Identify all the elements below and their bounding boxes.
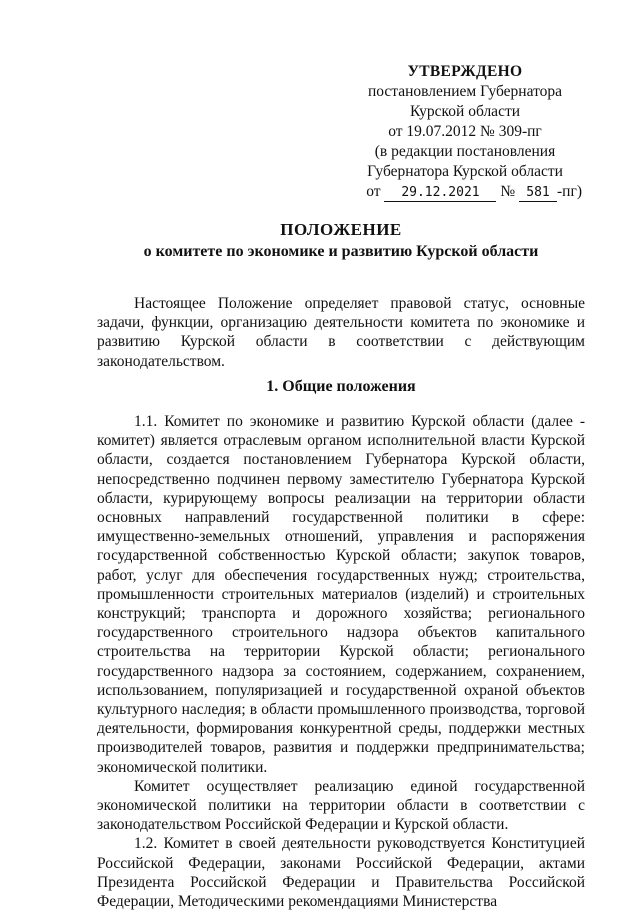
number-suffix: -пг) — [557, 183, 582, 200]
amendment-reference — [340, 182, 590, 202]
approval-stamp — [340, 62, 590, 202]
intro-paragraph: Настоящее Положение определяет правовой статус, основные задачи, функции, организацию деятельности комитета по экономике и развитию Курской области в соответствии с действующим законодательством. — [97, 295, 585, 370]
amendment-number: 581 — [519, 185, 557, 202]
section-body — [97, 412, 585, 911]
intro-block — [97, 294, 585, 371]
title-heading: ПОЛОЖЕНИЕ — [280, 220, 402, 239]
paragraph: 1.1. Комитет по экономике и развитию Курской области (далее - комитет) является отраслевым органом исполнительной власти Курской области, создается постановлением Губернатора Курской области, непосредственно подчинен первому заместителю Губернатора Курской области, курирующему вопросы реализации на территории области основных направлений государственной политики в сфере: имущественно-земельных отношений, управления и распоряжения государственной собственностью Курской области; закупок товаров, работ, услуг для обеспечения государственных нужд; строительства, промышленности строительных материалов (изделий) и строительных конструкций; транспорта и дорожного хозяйства; регионального государственного строительного надзора объектов капитального строительства на территории Курской области; регионального государственного надзора за состоянием, содержанием, сохранением, использованием, популяризацией и государственной охраной объектов культурного наследия; в области промышленного производства, торговой деятельности, формирования конкурентной среды, поддержки местных производителей товаров, развития и поддержки предпринимательства; экономической политики. — [97, 413, 585, 776]
document-title — [96, 219, 586, 263]
approval-line: от 19.07.2012 № 309-пг — [388, 123, 542, 140]
title-subheading: о комитете по экономике и развитию Курской области — [143, 243, 539, 260]
approval-line: Курской области — [409, 103, 521, 120]
number-label: № — [500, 183, 516, 200]
paragraph: 1.2. Комитет в своей деятельности руководствуется Конституцией Российской Федерации, законами Российской Федерации, актами Президента Российской Федерации и Правительства Российской Федерации, Методическими рекомендациями Министерства — [97, 835, 585, 911]
amendment-date: 29.12.2021 — [384, 185, 496, 202]
approval-line: (в редакции постановления — [374, 143, 556, 160]
from-label: от — [366, 183, 381, 200]
approval-line: Губернатора Курской области — [367, 163, 563, 180]
section-title: 1. Общие положения — [266, 378, 416, 395]
approval-line: постановлением Губернатора — [367, 83, 563, 100]
paragraph: Комитет осуществляет реализацию единой государственной экономической политики на территории области в соответствии с законодательством Российской Федерации и Курской области. — [97, 777, 585, 834]
approval-heading: УТВЕРЖДЕНО — [407, 63, 523, 80]
